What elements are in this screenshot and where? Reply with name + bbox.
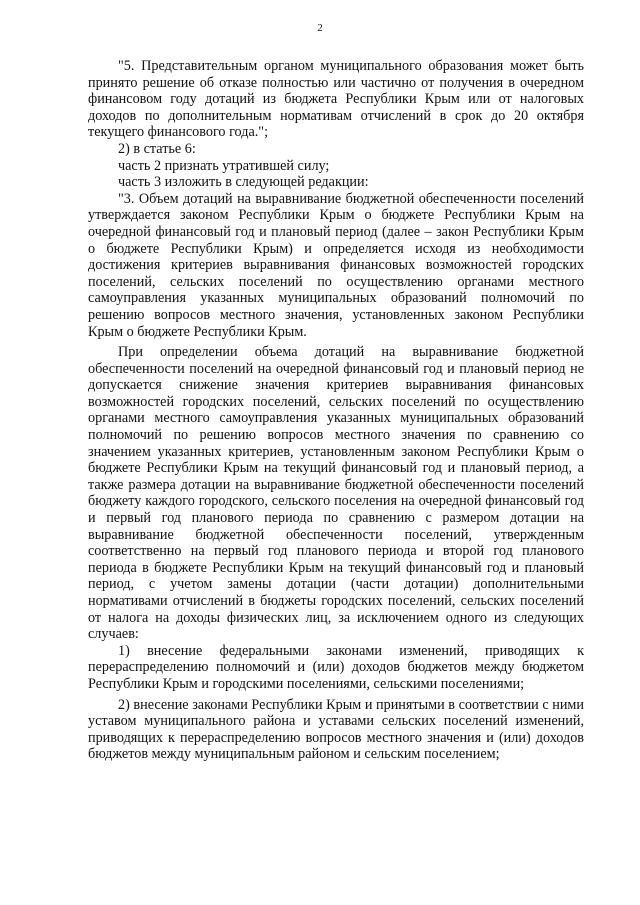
page-number: 2 (317, 22, 323, 34)
paragraph-part-2-repeal: часть 2 признать утратившей силу; (118, 157, 330, 174)
paragraph-exception-2: 2) внесение законами Республики Крым и принятыми в соответствии с ними уставом муниципального района и уставами сельских поселений изменений, приводящих к перераспределению вопросов местного значения и (или) доходов бюджетов между муниципальным районом и сельским поселением; (88, 696, 584, 763)
paragraph-part-3-new-wording: часть 3 изложить в следующей редакции: (118, 174, 369, 191)
paragraph-article-6-intro: 2) в статье 6: (118, 140, 196, 157)
paragraph-item-5-refusal: "5. Представительным органом муниципального образования может быть принято решение об отказе полностью или частично от получения в очередном финансовом году дотаций из бюджета Республики Крым или от налоговых доходов по дополнительным нормативам отчислений в срок до 20 октября текущего финансового года."; (88, 58, 584, 141)
paragraph-exception-1: 1) внесение федеральными законами изменений, приводящих к перераспределению полномочий и (или) доходов бюджетов между бюджетом Республики Крым и городскими поселениями, сельскими поселениями; (88, 642, 584, 692)
paragraph-determination-rules: При определении объема дотаций на выравнивание бюджетной обеспеченности поселений на очередной финансовый год и плановый период не допускается снижение значения критериев выравнивания финансовых возможностей городских поселений, сельских поселений по осуществлению органами местного самоуправления указанных муниципальных образований полномочий по решению вопросов местного значения по сравнению со значением указанных критериев, установленным законом Республики Крым о бюджете Республики Крым на текущий финансовый год и плановый период, а также размера дотации на выравнивание бюджетной обеспеченности поселений бюджету каждого городского, сельского поселения на очередной финансовый год и первый год планового периода по сравнению с размером дотации на выравнивание бюджетной обеспеченности поселений, утвержденным соответственно на первый год планового периода и второй год планового периода в бюджете Республики Крым на текущий финансовый год и плановый период, с учетом замены дотации (части дотации) дополнительными нормативами отчислений в бюджеты городских поселений, сельских поселений от налога на доходы физических лиц, за исключением одного из следующих случаев: (88, 344, 584, 643)
document-body (88, 58, 584, 763)
paragraph-part-3-text: "3. Объем дотаций на выравнивание бюджетной обеспеченности поселений утверждается законом Республики Крым о бюджете Республики Крым на очередной финансовый год и плановый период (далее – закон Республики Крым о бюджете Республики Крым) и определяется исходя из необходимости достижения критериев выравнивания финансовых возможностей городских поселений, сельских поселений по осуществлению органами местного самоуправления указанных муниципальных образований полномочий по решению вопросов местного значения, установленных законом Республики Крым о бюджете Республики Крым. (88, 190, 584, 340)
